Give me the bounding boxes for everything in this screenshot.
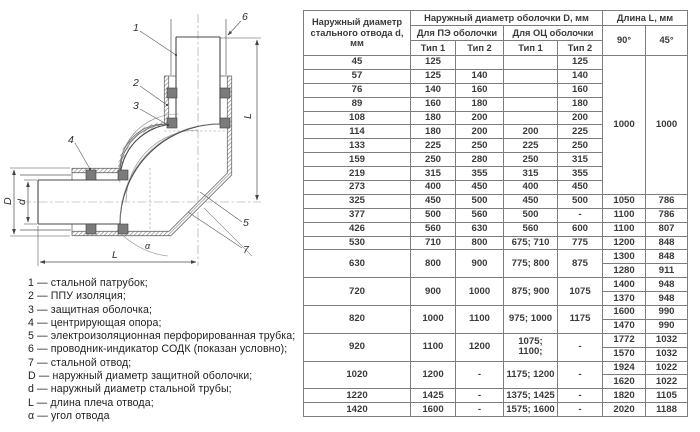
table-cell: 140 [411, 83, 456, 97]
table-cell: 560 [411, 222, 456, 236]
table-cell: 1188 [646, 403, 688, 417]
table-row [304, 222, 688, 236]
table-cell: 800 [456, 236, 504, 250]
table-cell: 848 [646, 250, 688, 264]
table-cell: 180 [411, 125, 456, 139]
legend [28, 277, 308, 423]
table-cell: 630 [456, 222, 504, 236]
table-cell: 180 [456, 97, 504, 111]
callout-3-label: 3 [133, 100, 139, 112]
table-cell: 200 [558, 111, 603, 125]
table-cell: 911 [646, 264, 688, 278]
table-cell: - [558, 361, 603, 389]
header-pe-type2: Тип 2 [456, 41, 504, 56]
legend-item: 4 — центрирующая опора; [28, 316, 162, 329]
table-cell: 975; 1000 [504, 306, 558, 334]
table-cell: 225 [504, 139, 558, 153]
legend-item: L — длина плеча отвода; [28, 396, 154, 409]
table-cell: 140 [456, 69, 504, 83]
table-cell: 786 [646, 194, 688, 208]
table-row [304, 194, 688, 208]
table-cell: 89 [304, 97, 411, 111]
table-cell: 45 [304, 56, 411, 70]
table-cell: 1175 [558, 306, 603, 334]
table-cell: 225 [558, 125, 603, 139]
table-cell: 1000 [646, 56, 688, 195]
table-cell: 125 [558, 56, 603, 70]
table-cell: 948 [646, 292, 688, 306]
table-cell: 1620 [603, 375, 646, 389]
table-cell: 1820 [603, 389, 646, 403]
callout-4-label: 4 [68, 134, 74, 146]
table-cell: 2020 [603, 403, 646, 417]
table-cell: 1200 [411, 361, 456, 389]
table-cell: 560 [504, 222, 558, 236]
table-cell: 1075; 1100; [504, 333, 558, 361]
table-cell: 125 [411, 69, 456, 83]
table-cell: 250 [558, 139, 603, 153]
table-row [304, 208, 688, 222]
table-cell: 450 [411, 194, 456, 208]
table-cell: 315 [558, 153, 603, 167]
header-angle-90: 90° [603, 26, 646, 56]
table-cell: 560 [456, 208, 504, 222]
table-cell: 160 [411, 97, 456, 111]
table-cell: 1570 [603, 347, 646, 361]
dim-L-vertical-label: L [242, 113, 254, 119]
table-cell: 426 [304, 222, 411, 236]
table-cell [456, 56, 504, 70]
table-cell: 1050 [603, 194, 646, 208]
table-cell: 273 [304, 181, 411, 195]
legend-item: 3 — защитная оболочка; [28, 303, 153, 316]
table-cell: 108 [304, 111, 411, 125]
header-steel-diameter: Наружный диаметр стального отвода d, мм [304, 11, 411, 56]
header-pe-type1: Тип 1 [411, 41, 456, 56]
table-row [304, 403, 688, 417]
legend-item: 7 — стальной отвод; [28, 356, 132, 369]
table-row [304, 236, 688, 250]
table-cell: 990 [646, 306, 688, 320]
dim-L-horizontal-label: L [112, 249, 118, 261]
table-cell: 180 [558, 97, 603, 111]
table-cell: 1175; 1200 [504, 361, 558, 389]
header-length: Длина L, мм [603, 11, 688, 26]
header-oc-type2: Тип 2 [558, 41, 603, 56]
table-cell: 1022 [646, 375, 688, 389]
table-cell: 325 [304, 194, 411, 208]
table-cell: 1100 [411, 333, 456, 361]
table-cell: 820 [304, 306, 411, 334]
table-cell: 990 [646, 319, 688, 333]
table-cell: 900 [456, 250, 504, 278]
header-shell-diameter: Наружный диаметр оболочки D, мм [411, 11, 603, 26]
table-row [304, 250, 688, 264]
elbow-diagram [0, 4, 302, 272]
table-row [304, 306, 688, 320]
table-cell: 1075 [558, 278, 603, 306]
table-cell: 200 [504, 125, 558, 139]
table-cell: 114 [304, 125, 411, 139]
callout-leaders [75, 21, 242, 248]
table-cell: 76 [304, 83, 411, 97]
table-cell: 500 [558, 194, 603, 208]
table-cell: 1200 [603, 236, 646, 250]
table-cell: 140 [558, 69, 603, 83]
table-cell: 315 [504, 167, 558, 181]
table-cell: 1924 [603, 361, 646, 375]
table-cell: 1200 [456, 333, 504, 361]
header-angle-45: 45° [646, 26, 688, 56]
table-cell: 530 [304, 236, 411, 250]
table-cell [504, 56, 558, 70]
table-cell: 848 [646, 236, 688, 250]
table-row [304, 56, 688, 70]
table-cell: 1280 [603, 264, 646, 278]
table-cell: 1600 [411, 403, 456, 417]
header-oc-type1: Тип 1 [504, 41, 558, 56]
header-oc-shell: Для ОЦ оболочки [504, 26, 603, 41]
table-cell: 1020 [304, 361, 411, 389]
table-cell: 1772 [603, 333, 646, 347]
table-cell: 219 [304, 167, 411, 181]
table-cell: 1000 [411, 306, 456, 334]
table-cell: 200 [456, 111, 504, 125]
callout-6-label: 6 [242, 11, 248, 23]
table-cell: 400 [504, 181, 558, 195]
legend-item: d — наружный диаметр стальной трубы; [28, 383, 232, 396]
table-cell: - [558, 389, 603, 403]
centerlines [22, 14, 261, 266]
table-cell: 1375; 1425 [504, 389, 558, 403]
table-cell: 807 [646, 222, 688, 236]
table-cell: 1470 [603, 319, 646, 333]
dim-d-label: d [16, 199, 28, 205]
table-cell: - [558, 208, 603, 222]
table-cell: 450 [504, 194, 558, 208]
table-cell: 1100 [603, 208, 646, 222]
legend-item: D — наружный диаметр защитной оболочки; [28, 370, 253, 383]
table-cell: 948 [646, 278, 688, 292]
table-cell: 355 [456, 167, 504, 181]
callout-2-label: 2 [133, 77, 139, 89]
table-cell: 720 [304, 278, 411, 306]
table-cell: 1600 [603, 306, 646, 320]
header-pe-shell: Для ПЭ оболочки [411, 26, 504, 41]
table-cell: 1575; 1600 [504, 403, 558, 417]
table-cell: 180 [411, 111, 456, 125]
table-cell: 500 [504, 208, 558, 222]
table-cell: 500 [456, 194, 504, 208]
table-cell: - [558, 403, 603, 417]
table-cell: 600 [558, 222, 603, 236]
dim-D-label: D [2, 197, 14, 205]
legend-item: 5 — электроизоляционная перфорированная трубка; [28, 330, 296, 343]
table-cell: 875 [558, 250, 603, 278]
table-cell: 1370 [603, 292, 646, 306]
table-cell: 160 [558, 83, 603, 97]
table-row [304, 278, 688, 292]
table-cell [504, 111, 558, 125]
table-cell: 250 [456, 139, 504, 153]
table-cell: 160 [456, 83, 504, 97]
callout-7-label: 7 [243, 244, 249, 256]
legend-item: 2 — ППУ изоляция; [28, 290, 126, 303]
table-cell: 1022 [646, 361, 688, 375]
table-cell: 630 [304, 250, 411, 278]
table-cell: 1100 [603, 222, 646, 236]
table-cell: 500 [411, 208, 456, 222]
table-cell: 450 [456, 181, 504, 195]
table-cell: 875; 900 [504, 278, 558, 306]
table-cell: 1220 [304, 389, 411, 403]
table-row [304, 333, 688, 347]
spec-table-wrap [303, 10, 688, 417]
table-cell: - [456, 361, 504, 389]
legend-item: 1 — стальной патрубок; [28, 277, 148, 289]
table-cell: 225 [411, 139, 456, 153]
dim-alpha-label: α [145, 241, 151, 251]
callout-1-label: 1 [133, 22, 139, 34]
table-cell: 57 [304, 69, 411, 83]
table-cell: 1000 [456, 278, 504, 306]
table-cell: 1032 [646, 333, 688, 347]
table-cell: 1420 [304, 403, 411, 417]
legend-item: 6 — проводник-индикатор СОДК (показан условно); [28, 343, 288, 356]
callout-5-label: 5 [243, 217, 249, 229]
table-cell: 1400 [603, 278, 646, 292]
table-cell: 775; 800 [504, 250, 558, 278]
table-cell: 200 [456, 125, 504, 139]
table-cell: 159 [304, 153, 411, 167]
table-cell: 920 [304, 333, 411, 361]
table-cell: 710 [411, 236, 456, 250]
table-cell: 280 [456, 153, 504, 167]
table-cell: 250 [411, 153, 456, 167]
table-cell [504, 83, 558, 97]
table-cell: 133 [304, 139, 411, 153]
steel-elbow [38, 37, 220, 224]
table-cell: 675; 710 [504, 236, 558, 250]
table-row [304, 389, 688, 403]
table-cell: 1300 [603, 250, 646, 264]
table-cell: 800 [411, 250, 456, 278]
spec-table [303, 10, 688, 417]
table-cell: 1032 [646, 347, 688, 361]
table-cell: 1000 [603, 56, 646, 195]
table-cell: 450 [558, 181, 603, 195]
table-cell: 786 [646, 208, 688, 222]
table-cell: 315 [411, 167, 456, 181]
table-cell: 1425 [411, 389, 456, 403]
table-cell: 900 [411, 278, 456, 306]
table-cell: 1100 [456, 306, 504, 334]
table-cell [504, 97, 558, 111]
table-cell: - [456, 389, 504, 403]
table-row [304, 361, 688, 375]
table-cell: 355 [558, 167, 603, 181]
table-cell: 125 [411, 56, 456, 70]
table-cell [504, 69, 558, 83]
table-cell: - [456, 403, 504, 417]
table-cell: - [558, 333, 603, 361]
table-cell: 1105 [646, 389, 688, 403]
table-cell: 775 [558, 236, 603, 250]
table-cell: 250 [504, 153, 558, 167]
table-cell: 377 [304, 208, 411, 222]
table-cell: 400 [411, 181, 456, 195]
legend-item: α — угол отвода [28, 409, 110, 422]
